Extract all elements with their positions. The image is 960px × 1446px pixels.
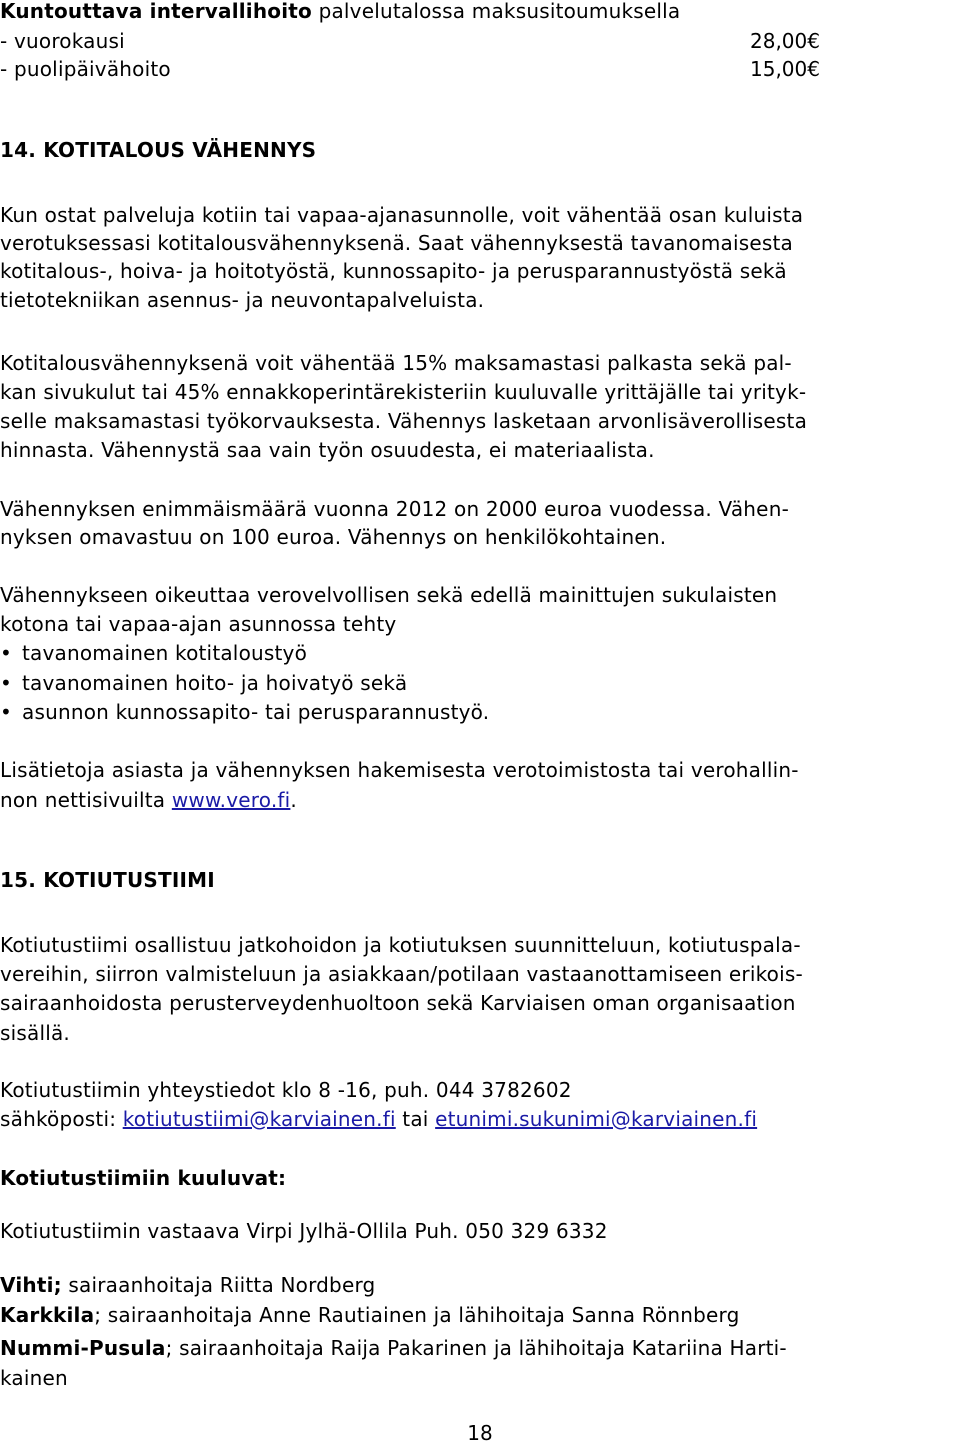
paragraph-line: hinnasta. Vähennystä saa vain työn osuudesta, ei materiaalista. bbox=[0, 438, 655, 462]
paragraph-line: verotuksessasi kotitalousvähennyksenä. Saat vähennyksestä tavanomaisesta bbox=[0, 231, 794, 255]
section-15-heading: 15. KOTIUTUSTIIMI bbox=[0, 868, 215, 892]
paragraph-line: Kotitalousvähennyksenä voit vähentää 15% maksamastasi palkasta sekä pal- bbox=[0, 351, 792, 375]
paragraph-line: selle maksamastasi työkorvauksesta. Vähennys lasketaan arvonlisäverollisesta bbox=[0, 409, 808, 433]
email-label: sähköposti: bbox=[0, 1107, 123, 1131]
paragraph-text: non nettisivuilta bbox=[0, 788, 172, 812]
team-leader-line: Kotiutustiimin vastaava Virpi Jylhä-Ollila Puh. 050 329 6332 bbox=[0, 1219, 608, 1243]
price-row-value: 28,00€ bbox=[750, 29, 820, 53]
price-row-label: - puolipäivähoito bbox=[0, 57, 171, 81]
member-text: sairaanhoitaja Riitta Nordberg bbox=[61, 1273, 376, 1297]
paragraph-line: kan sivukulut tai 45% ennakkoperintärekisteriin kuuluvalle yrittäjälle tai yrityk- bbox=[0, 380, 807, 404]
member-text: ; sairaanhoitaja Anne Rautiainen ja lähihoitaja Sanna Rönnberg bbox=[94, 1303, 740, 1327]
intervallihoito-title-bold: Kuntouttava intervallihoito bbox=[0, 0, 312, 23]
bullet-icon: • bbox=[0, 700, 12, 724]
paragraph-line: Vähennykseen oikeuttaa verovelvollisen sekä edellä mainittujen sukulaisten bbox=[0, 583, 778, 607]
paragraph-line: Kun ostat palveluja kotiin tai vapaa-ajanasunnolle, voit vähentää osan kuluista bbox=[0, 203, 804, 227]
email-line bbox=[0, 1106, 757, 1132]
paragraph-line: sairaanhoidosta perusterveydenhuoltoon sekä Karviaisen oman organisaation bbox=[0, 991, 796, 1015]
member-text-continued: kainen bbox=[0, 1366, 68, 1390]
paragraph-line: kotitalous-, hoiva- ja hoitotyöstä, kunnossapito- ja perusparannustyöstä sekä bbox=[0, 259, 787, 283]
member-text: ; sairaanhoitaja Raija Pakarinen ja lähihoitaja Katariina Harti- bbox=[165, 1336, 787, 1360]
bullet-icon: • bbox=[0, 671, 12, 695]
members-heading: Kotiutustiimiin kuuluvat: bbox=[0, 1166, 287, 1190]
section-14-heading: 14. KOTITALOUS VÄHENNYS bbox=[0, 138, 317, 162]
bullet-icon: • bbox=[0, 641, 12, 665]
paragraph-line: sisällä. bbox=[0, 1021, 70, 1045]
list-item bbox=[0, 640, 307, 666]
place-name: Nummi-Pusula bbox=[0, 1336, 166, 1360]
intervallihoito-title-rest: palvelutalossa maksusitoumuksella bbox=[318, 0, 681, 23]
vero-link[interactable]: www.vero.fi bbox=[171, 788, 291, 812]
member-karkkila bbox=[0, 1302, 739, 1328]
paragraph-line: tietotekniikan asennus- ja neuvontapalveluista. bbox=[0, 288, 485, 312]
price-row-label: - vuorokausi bbox=[0, 29, 125, 53]
member-nummi-pusula bbox=[0, 1335, 787, 1361]
email-link-kotiutustiimi[interactable]: kotiutustiimi@karviainen.fi bbox=[122, 1107, 396, 1131]
place-name: Karkkila bbox=[0, 1303, 95, 1327]
paragraph-line: nyksen omavastuu on 100 euroa. Vähennys on henkilökohtainen. bbox=[0, 525, 667, 549]
page-number: 18 bbox=[467, 1421, 493, 1445]
list-item-text: tavanomainen hoito- ja hoivatyö sekä bbox=[22, 671, 408, 695]
list-item bbox=[0, 670, 407, 696]
paragraph-line: Vähennyksen enimmäismäärä vuonna 2012 on 2000 euroa vuodessa. Vähen- bbox=[0, 497, 789, 521]
list-item-text: tavanomainen kotitaloustyö bbox=[22, 641, 308, 665]
paragraph-line bbox=[0, 787, 297, 813]
email-separator: tai bbox=[395, 1107, 436, 1131]
paragraph-line: Lisätietoja asiasta ja vähennyksen hakemisesta verotoimistosta tai verohallin- bbox=[0, 758, 799, 782]
list-item bbox=[0, 699, 489, 725]
paragraph-text: . bbox=[290, 788, 297, 812]
paragraph-line: vereihin, siirron valmisteluun ja asiakkaan/potilaan vastaanottamiseen erikois- bbox=[0, 962, 803, 986]
price-row-value: 15,00€ bbox=[750, 57, 820, 81]
member-vihti bbox=[0, 1272, 375, 1298]
email-link-personal[interactable]: etunimi.sukunimi@karviainen.fi bbox=[435, 1107, 758, 1131]
intervallihoito-title bbox=[0, 0, 680, 24]
contact-line: Kotiutustiimin yhteystiedot klo 8 -16, puh. 044 3782602 bbox=[0, 1078, 572, 1102]
paragraph-line: Kotiutustiimi osallistuu jatkohoidon ja kotiutuksen suunnitteluun, kotiutuspala- bbox=[0, 933, 801, 957]
paragraph-line: kotona tai vapaa-ajan asunnossa tehty bbox=[0, 612, 397, 636]
list-item-text: asunnon kunnossapito- tai perusparannustyö. bbox=[22, 700, 490, 724]
place-name: Vihti; bbox=[0, 1273, 62, 1297]
